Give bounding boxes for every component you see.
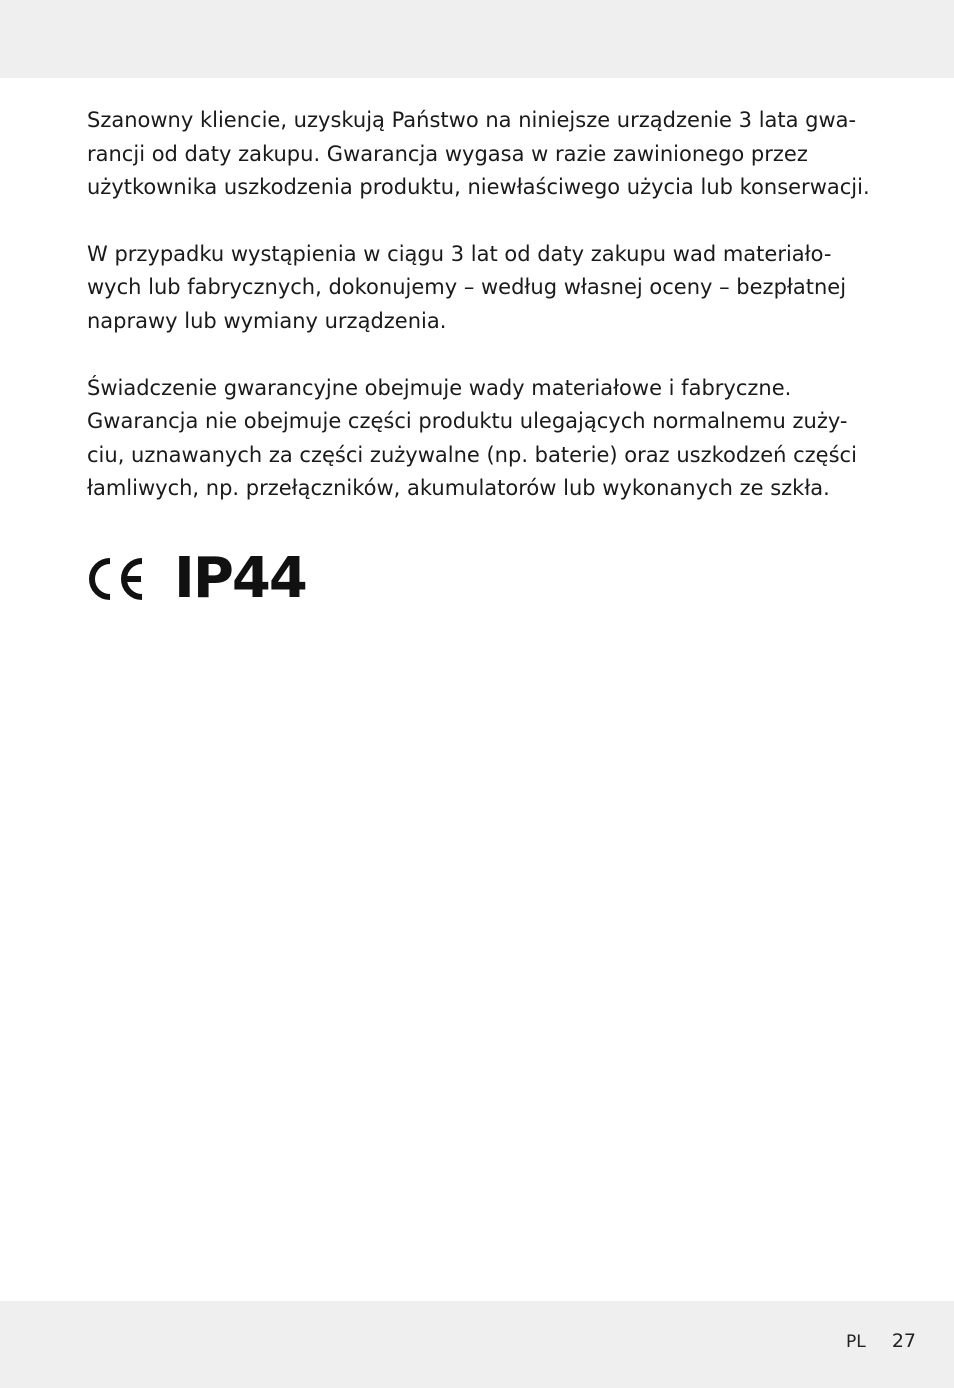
paragraph-line: łamliwych, np. przełączników, akumulatorów lub wykonanych ze szkła.: [87, 476, 830, 501]
warranty-paragraph-2: [87, 238, 877, 339]
certification-marks: [86, 546, 306, 611]
header-band: [0, 0, 954, 78]
paragraph-line: Szanowny kliencie, uzyskują Państwo na niniejsze urządzenie 3 lata gwa-: [87, 108, 857, 132]
paragraph-line: wych lub fabrycznych, dokonujemy – według własnej oceny – bezpłatnej: [87, 275, 847, 300]
page-number: 27: [891, 1330, 916, 1352]
warranty-paragraph-1: [87, 104, 877, 205]
warranty-text: [87, 104, 877, 539]
paragraph-line: W przypadku wystąpienia w ciągu 3 lat od daty zakupu wad materiało-: [87, 241, 832, 266]
footer-band: [0, 1301, 954, 1388]
paragraph-line: Świadczenie gwarancyjne obejmuje wady materiałowe i fabryczne.: [87, 375, 792, 400]
paragraph-line: naprawy lub wymiany urządzenia.: [87, 308, 447, 333]
warranty-paragraph-3: [87, 372, 877, 506]
paragraph-line: ciu, uznawanych za części zużywalne (np. baterie) oraz uszkodzeń części: [87, 442, 857, 467]
page-footer: [846, 1330, 916, 1352]
paragraph-line: Gwarancja nie obejmuje części produktu ulegających normalnemu zuży-: [87, 409, 848, 434]
paragraph-line: rancji od daty zakupu. Gwarancja wygasa w razie zawinionego przez: [87, 141, 808, 166]
ip-rating-label: IP44: [174, 546, 306, 611]
language-code: PL: [846, 1332, 866, 1352]
ce-mark-icon: [86, 557, 148, 601]
paragraph-line: użytkownika uszkodzenia produktu, niewłaściwego użycia lub konserwacji.: [87, 175, 870, 200]
